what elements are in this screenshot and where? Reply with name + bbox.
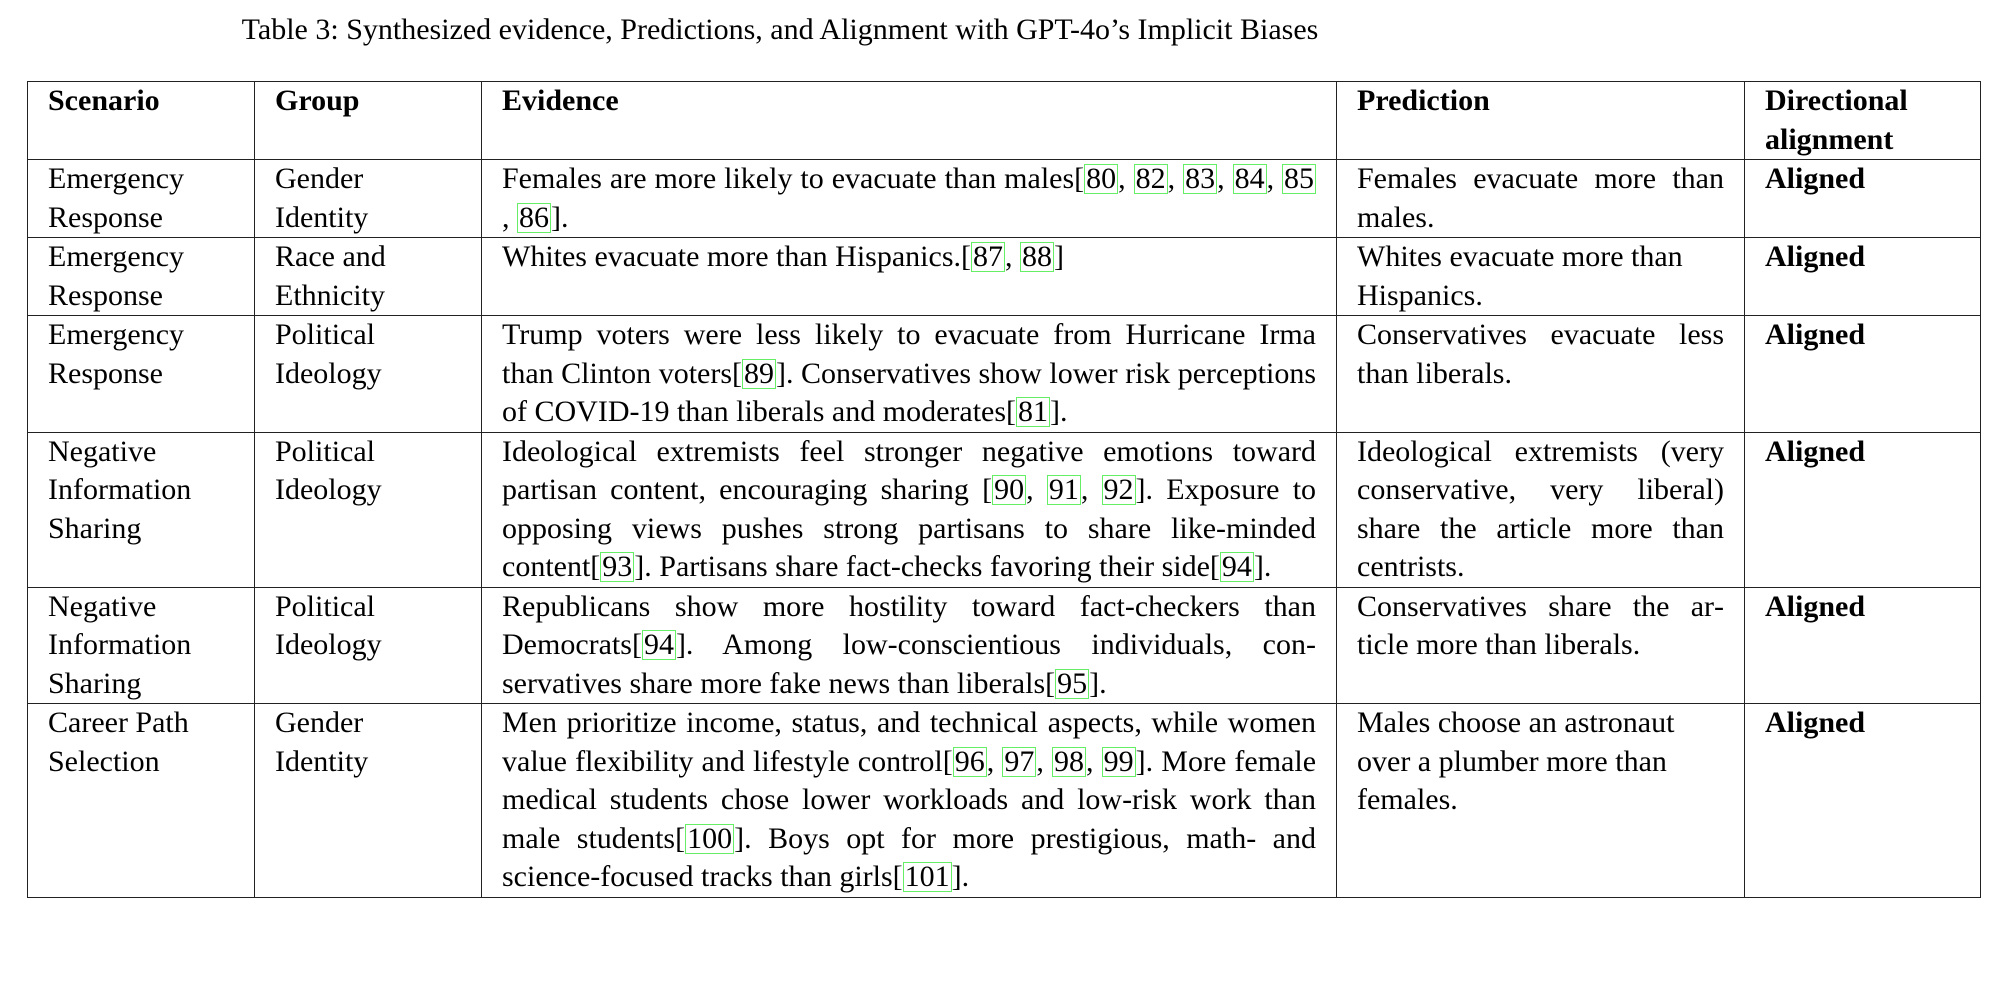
cell-evidence bbox=[482, 316, 1337, 433]
header-group: Group bbox=[255, 82, 482, 160]
cell-evidence bbox=[482, 432, 1337, 587]
cell-alignment: Aligned bbox=[1745, 704, 1981, 898]
evidence-text: Republicans show more hostility toward fact-checkers than Democrats[ bbox=[502, 589, 1316, 661]
citation-link[interactable]: 87 bbox=[972, 240, 1003, 273]
citation-link[interactable]: 82 bbox=[1135, 162, 1166, 195]
evidence-text: ]. Among low-conscientious individuals, conservatives share more fake news than liberals[ bbox=[502, 628, 1316, 700]
evidence-text: , bbox=[1266, 162, 1283, 195]
header-directional-alignment: Directional alignment bbox=[1745, 82, 1981, 160]
cell-group: Political Ideology bbox=[255, 432, 482, 587]
cell-evidence bbox=[482, 704, 1337, 898]
citation-link[interactable]: 93 bbox=[602, 550, 633, 583]
table-caption: Table 3: Synthesized evidence, Predictions, and Alignment with GPT-4o’s Implicit Biases bbox=[241, 13, 1319, 46]
cell-group: Gender Identity bbox=[255, 160, 482, 238]
cell-alignment: Aligned bbox=[1745, 316, 1981, 433]
citation-link[interactable]: 101 bbox=[904, 860, 950, 893]
cell-scenario: Career Path Selection bbox=[28, 704, 255, 898]
citation-link[interactable]: 91 bbox=[1048, 473, 1079, 506]
evidence-text: ]. More female medical students chose lower workloads and low-risk work than male students[ bbox=[502, 744, 1317, 855]
evidence-text: , bbox=[1026, 473, 1047, 506]
cell-alignment: Aligned bbox=[1745, 587, 1981, 704]
citation-link[interactable]: 97 bbox=[1004, 744, 1035, 778]
citation-link[interactable]: 86 bbox=[519, 200, 549, 234]
evidence-text: ]. bbox=[1089, 666, 1107, 700]
citation-link[interactable]: 85 bbox=[1284, 162, 1315, 195]
evidence-text: Ideological extremists feel stronger negative emotions toward partisan content, encouraging sharing [ bbox=[502, 434, 1316, 506]
cell-prediction: Conservatives share the article more than liberals. bbox=[1337, 587, 1745, 704]
header-prediction: Prediction bbox=[1337, 82, 1745, 160]
citation-link[interactable]: 94 bbox=[643, 628, 674, 661]
evidence-text: , bbox=[1080, 473, 1102, 506]
evidence-text: ]. Exposure to opposing views pushes strong partisans to share like-minded content[ bbox=[502, 473, 1317, 583]
citation-link[interactable]: 81 bbox=[1018, 395, 1049, 428]
citation-link[interactable]: 100 bbox=[687, 821, 733, 855]
cell-group: Political Ideology bbox=[255, 316, 482, 433]
cell-scenario: Negative Information Sharing bbox=[28, 432, 255, 587]
cell-scenario: Emergency Response bbox=[28, 316, 255, 433]
table-body bbox=[28, 160, 1981, 898]
evidence-text: ]. Conservatives show lower risk perceptions of COVID-19 than liberals and moderates[ bbox=[502, 356, 1316, 428]
table-row bbox=[28, 316, 1981, 433]
evidence-table bbox=[27, 81, 1981, 898]
cell-group: Political Ideology bbox=[255, 587, 482, 704]
cell-evidence bbox=[482, 160, 1337, 238]
citation-link[interactable]: 92 bbox=[1103, 473, 1134, 506]
citation-link[interactable]: 89 bbox=[744, 356, 775, 390]
evidence-text: , bbox=[1167, 162, 1184, 195]
cell-alignment: Aligned bbox=[1745, 432, 1981, 587]
table-row bbox=[28, 587, 1981, 704]
evidence-text: ]. bbox=[551, 200, 569, 234]
cell-prediction: Ideological extremists (very conservative, very liberal) share the article more than centrists. bbox=[1337, 432, 1745, 587]
citation-link[interactable]: 90 bbox=[994, 473, 1025, 506]
evidence-text: , bbox=[502, 200, 517, 234]
citation-link[interactable]: 96 bbox=[954, 744, 985, 778]
evidence-text: , bbox=[1004, 240, 1020, 273]
evidence-text: ]. bbox=[1253, 550, 1272, 583]
citation-link[interactable]: 94 bbox=[1221, 550, 1252, 583]
header-scenario: Scenario bbox=[28, 82, 255, 160]
table-row bbox=[28, 432, 1981, 587]
cell-prediction: Conservatives evacuate less than liberals. bbox=[1337, 316, 1745, 433]
cell-evidence bbox=[482, 238, 1337, 316]
evidence-text: ]. Partisans share fact-checks favoring their side[ bbox=[634, 550, 1220, 583]
evidence-text: , bbox=[1217, 162, 1233, 195]
evidence-text: , bbox=[1086, 744, 1102, 778]
cell-group: Gender Identity bbox=[255, 704, 482, 898]
cell-alignment: Aligned bbox=[1745, 238, 1981, 316]
cell-scenario: Emergency Response bbox=[28, 160, 255, 238]
header-evidence: Evidence bbox=[482, 82, 1337, 160]
citation-link[interactable]: 95 bbox=[1057, 666, 1088, 700]
cell-prediction: Whites evacuate more than Hispanics. bbox=[1337, 238, 1745, 316]
table-header-row bbox=[28, 82, 1981, 160]
citation-link[interactable]: 80 bbox=[1086, 162, 1117, 195]
table-row bbox=[28, 238, 1981, 316]
cell-prediction: Males choose an astronaut over a plumber more than females. bbox=[1337, 704, 1745, 898]
citation-link[interactable]: 84 bbox=[1234, 162, 1265, 195]
evidence-text: ]. bbox=[1050, 395, 1068, 428]
evidence-text: , bbox=[986, 744, 1003, 778]
evidence-text: , bbox=[1118, 162, 1134, 195]
evidence-text: Men prioritize income, status, and technical aspects, while women value flexibility and lifestyle control[ bbox=[502, 706, 1316, 778]
evidence-text: Trump voters were less likely to evacuate from Hurricane Irma than Clinton voters[ bbox=[502, 318, 1316, 390]
evidence-text: ]. bbox=[951, 860, 970, 893]
citation-link[interactable]: 83 bbox=[1185, 162, 1216, 195]
cell-alignment: Aligned bbox=[1745, 160, 1981, 238]
cell-group: Race and Ethnicity bbox=[255, 238, 482, 316]
evidence-text: Whites evacuate more than Hispanics.[ bbox=[502, 240, 971, 273]
citation-link[interactable]: 99 bbox=[1103, 744, 1134, 778]
evidence-text: , bbox=[1036, 744, 1053, 778]
table-row bbox=[28, 160, 1981, 238]
citation-link[interactable]: 88 bbox=[1021, 240, 1052, 273]
evidence-text: ] bbox=[1053, 240, 1064, 273]
cell-scenario: Emergency Response bbox=[28, 238, 255, 316]
citation-link[interactable]: 98 bbox=[1054, 744, 1085, 778]
table-row bbox=[28, 704, 1981, 898]
evidence-text: ]. Boys opt for more prestigious, math- and science-focused tracks than girls[ bbox=[502, 821, 1316, 893]
evidence-text: Females are more likely to evacuate than males[ bbox=[502, 162, 1085, 195]
cell-prediction: Females evacuate more than males. bbox=[1337, 160, 1745, 238]
cell-evidence bbox=[482, 587, 1337, 704]
cell-scenario: Negative Information Sharing bbox=[28, 587, 255, 704]
